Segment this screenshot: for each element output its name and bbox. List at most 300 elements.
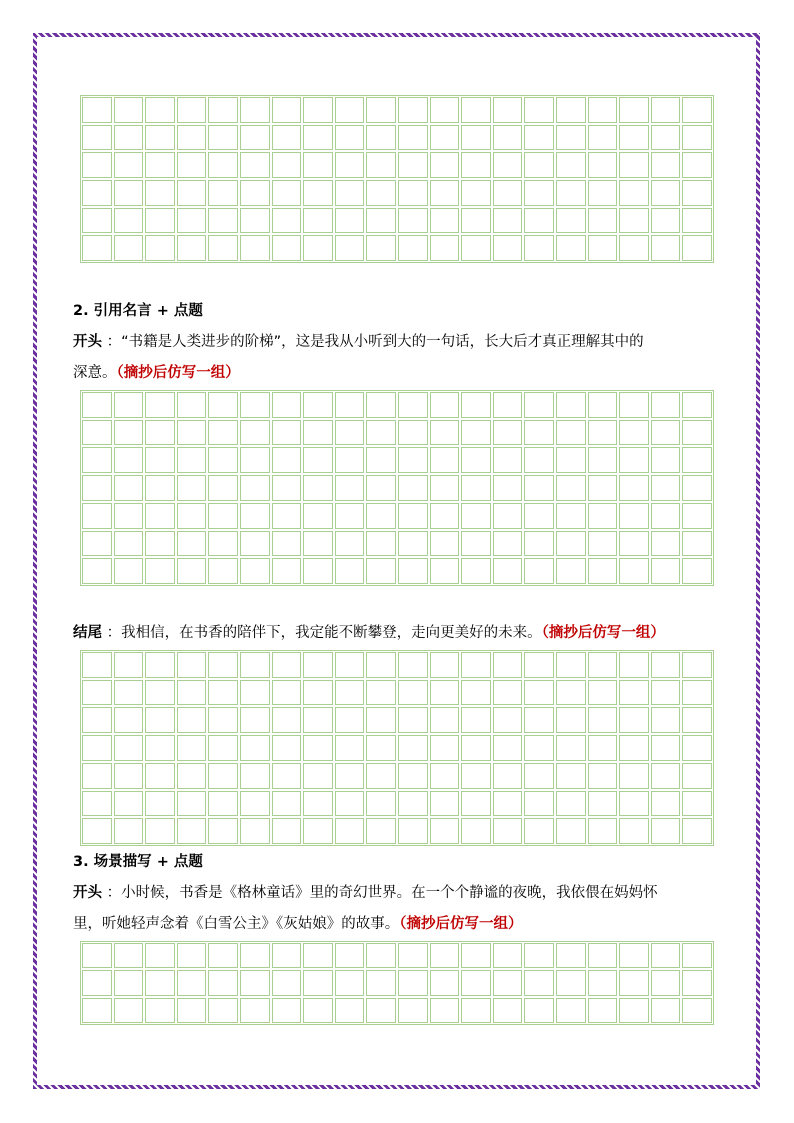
grid-cell[interactable]	[208, 180, 238, 206]
grid-cell[interactable]	[588, 125, 618, 151]
grid-cell[interactable]	[177, 97, 207, 123]
grid-cell[interactable]	[682, 125, 712, 151]
grid-cell[interactable]	[208, 503, 238, 529]
grid-cell[interactable]	[335, 420, 365, 446]
grid-cell[interactable]	[366, 447, 396, 473]
grid-cell[interactable]	[430, 125, 460, 151]
grid-cell[interactable]	[335, 943, 365, 968]
grid-cell[interactable]	[82, 818, 112, 844]
grid-cell[interactable]	[651, 998, 681, 1023]
grid-cell[interactable]	[208, 235, 238, 261]
grid-cell[interactable]	[619, 763, 649, 789]
grid-cell[interactable]	[493, 447, 523, 473]
grid-cell[interactable]	[619, 531, 649, 557]
grid-cell[interactable]	[430, 97, 460, 123]
grid-cell[interactable]	[114, 970, 144, 995]
grid-cell[interactable]	[82, 531, 112, 557]
grid-cell[interactable]	[82, 680, 112, 706]
grid-cell[interactable]	[461, 763, 491, 789]
grid-cell[interactable]	[272, 680, 302, 706]
grid-cell[interactable]	[619, 447, 649, 473]
grid-cell[interactable]	[398, 943, 428, 968]
grid-cell[interactable]	[208, 475, 238, 501]
grid-cell[interactable]	[272, 998, 302, 1023]
grid-cell[interactable]	[82, 652, 112, 678]
grid-cell[interactable]	[145, 235, 175, 261]
grid-cell[interactable]	[335, 447, 365, 473]
grid-cell[interactable]	[619, 208, 649, 234]
grid-cell[interactable]	[398, 503, 428, 529]
grid-cell[interactable]	[82, 180, 112, 206]
grid-cell[interactable]	[398, 818, 428, 844]
grid-cell[interactable]	[335, 970, 365, 995]
grid-cell[interactable]	[682, 680, 712, 706]
grid-cell[interactable]	[556, 208, 586, 234]
grid-cell[interactable]	[240, 447, 270, 473]
grid-cell[interactable]	[366, 680, 396, 706]
grid-cell[interactable]	[524, 152, 554, 178]
grid-cell[interactable]	[145, 970, 175, 995]
grid-cell[interactable]	[493, 943, 523, 968]
grid-cell[interactable]	[303, 235, 333, 261]
grid-cell[interactable]	[651, 447, 681, 473]
grid-cell[interactable]	[82, 970, 112, 995]
grid-cell[interactable]	[335, 475, 365, 501]
grid-cell[interactable]	[303, 503, 333, 529]
grid-cell[interactable]	[145, 503, 175, 529]
grid-cell[interactable]	[208, 970, 238, 995]
grid-cell[interactable]	[240, 652, 270, 678]
grid-cell[interactable]	[493, 125, 523, 151]
grid-cell[interactable]	[556, 392, 586, 418]
grid-cell[interactable]	[619, 152, 649, 178]
grid-cell[interactable]	[208, 652, 238, 678]
grid-cell[interactable]	[145, 392, 175, 418]
grid-cell[interactable]	[240, 791, 270, 817]
grid-cell[interactable]	[682, 735, 712, 761]
grid-cell[interactable]	[651, 735, 681, 761]
grid-cell[interactable]	[272, 180, 302, 206]
grid-cell[interactable]	[366, 208, 396, 234]
grid-cell[interactable]	[208, 707, 238, 733]
grid-cell[interactable]	[366, 998, 396, 1023]
grid-cell[interactable]	[493, 735, 523, 761]
grid-cell[interactable]	[524, 235, 554, 261]
grid-cell[interactable]	[430, 392, 460, 418]
grid-cell[interactable]	[208, 735, 238, 761]
grid-cell[interactable]	[177, 235, 207, 261]
grid-cell[interactable]	[398, 420, 428, 446]
grid-cell[interactable]	[588, 235, 618, 261]
grid-cell[interactable]	[177, 392, 207, 418]
grid-cell[interactable]	[651, 503, 681, 529]
writing-grid-1[interactable]	[80, 95, 714, 263]
grid-cell[interactable]	[272, 420, 302, 446]
grid-cell[interactable]	[524, 943, 554, 968]
grid-cell[interactable]	[461, 791, 491, 817]
grid-cell[interactable]	[524, 475, 554, 501]
grid-cell[interactable]	[177, 970, 207, 995]
grid-cell[interactable]	[651, 558, 681, 584]
grid-cell[interactable]	[493, 475, 523, 501]
grid-cell[interactable]	[145, 420, 175, 446]
grid-cell[interactable]	[272, 970, 302, 995]
grid-cell[interactable]	[82, 707, 112, 733]
grid-cell[interactable]	[398, 392, 428, 418]
grid-cell[interactable]	[82, 558, 112, 584]
grid-cell[interactable]	[303, 152, 333, 178]
grid-cell[interactable]	[240, 208, 270, 234]
grid-cell[interactable]	[430, 180, 460, 206]
grid-cell[interactable]	[493, 680, 523, 706]
grid-cell[interactable]	[461, 652, 491, 678]
grid-cell[interactable]	[145, 707, 175, 733]
grid-cell[interactable]	[430, 475, 460, 501]
grid-cell[interactable]	[398, 558, 428, 584]
grid-cell[interactable]	[177, 680, 207, 706]
grid-cell[interactable]	[524, 791, 554, 817]
grid-cell[interactable]	[272, 818, 302, 844]
grid-cell[interactable]	[177, 180, 207, 206]
grid-cell[interactable]	[240, 475, 270, 501]
grid-cell[interactable]	[303, 763, 333, 789]
grid-cell[interactable]	[303, 818, 333, 844]
grid-cell[interactable]	[651, 475, 681, 501]
grid-cell[interactable]	[682, 475, 712, 501]
grid-cell[interactable]	[556, 791, 586, 817]
grid-cell[interactable]	[240, 818, 270, 844]
grid-cell[interactable]	[461, 735, 491, 761]
grid-cell[interactable]	[114, 735, 144, 761]
grid-cell[interactable]	[619, 235, 649, 261]
grid-cell[interactable]	[240, 970, 270, 995]
grid-cell[interactable]	[272, 763, 302, 789]
grid-cell[interactable]	[177, 735, 207, 761]
grid-cell[interactable]	[588, 475, 618, 501]
grid-cell[interactable]	[114, 235, 144, 261]
grid-cell[interactable]	[461, 531, 491, 557]
grid-cell[interactable]	[177, 943, 207, 968]
grid-cell[interactable]	[398, 652, 428, 678]
grid-cell[interactable]	[556, 447, 586, 473]
grid-cell[interactable]	[461, 208, 491, 234]
grid-cell[interactable]	[335, 680, 365, 706]
grid-cell[interactable]	[556, 97, 586, 123]
grid-cell[interactable]	[619, 420, 649, 446]
grid-cell[interactable]	[651, 818, 681, 844]
grid-cell[interactable]	[177, 503, 207, 529]
grid-cell[interactable]	[208, 392, 238, 418]
grid-cell[interactable]	[272, 707, 302, 733]
grid-cell[interactable]	[493, 180, 523, 206]
grid-cell[interactable]	[682, 791, 712, 817]
grid-cell[interactable]	[303, 475, 333, 501]
grid-cell[interactable]	[114, 125, 144, 151]
grid-cell[interactable]	[145, 97, 175, 123]
grid-cell[interactable]	[366, 531, 396, 557]
grid-cell[interactable]	[651, 235, 681, 261]
grid-cell[interactable]	[335, 652, 365, 678]
grid-cell[interactable]	[430, 735, 460, 761]
grid-cell[interactable]	[493, 392, 523, 418]
grid-cell[interactable]	[208, 208, 238, 234]
grid-cell[interactable]	[461, 943, 491, 968]
grid-cell[interactable]	[114, 531, 144, 557]
grid-cell[interactable]	[524, 652, 554, 678]
grid-cell[interactable]	[398, 180, 428, 206]
grid-cell[interactable]	[398, 208, 428, 234]
grid-cell[interactable]	[588, 447, 618, 473]
grid-cell[interactable]	[493, 998, 523, 1023]
grid-cell[interactable]	[619, 392, 649, 418]
grid-cell[interactable]	[366, 707, 396, 733]
grid-cell[interactable]	[114, 208, 144, 234]
grid-cell[interactable]	[272, 208, 302, 234]
grid-cell[interactable]	[619, 818, 649, 844]
grid-cell[interactable]	[524, 531, 554, 557]
grid-cell[interactable]	[461, 235, 491, 261]
grid-cell[interactable]	[335, 180, 365, 206]
grid-cell[interactable]	[177, 818, 207, 844]
grid-cell[interactable]	[430, 791, 460, 817]
grid-cell[interactable]	[524, 392, 554, 418]
grid-cell[interactable]	[177, 998, 207, 1023]
grid-cell[interactable]	[145, 680, 175, 706]
grid-cell[interactable]	[366, 503, 396, 529]
grid-cell[interactable]	[240, 943, 270, 968]
grid-cell[interactable]	[82, 392, 112, 418]
grid-cell[interactable]	[366, 152, 396, 178]
grid-cell[interactable]	[461, 818, 491, 844]
grid-cell[interactable]	[82, 125, 112, 151]
grid-cell[interactable]	[366, 125, 396, 151]
grid-cell[interactable]	[82, 503, 112, 529]
grid-cell[interactable]	[430, 235, 460, 261]
grid-cell[interactable]	[114, 503, 144, 529]
grid-cell[interactable]	[145, 652, 175, 678]
grid-cell[interactable]	[272, 392, 302, 418]
grid-cell[interactable]	[335, 791, 365, 817]
grid-cell[interactable]	[619, 998, 649, 1023]
grid-cell[interactable]	[366, 180, 396, 206]
grid-cell[interactable]	[272, 97, 302, 123]
grid-cell[interactable]	[493, 97, 523, 123]
grid-cell[interactable]	[272, 558, 302, 584]
grid-cell[interactable]	[208, 97, 238, 123]
grid-cell[interactable]	[82, 763, 112, 789]
grid-cell[interactable]	[240, 180, 270, 206]
grid-cell[interactable]	[588, 707, 618, 733]
grid-cell[interactable]	[208, 152, 238, 178]
grid-cell[interactable]	[240, 503, 270, 529]
grid-cell[interactable]	[335, 235, 365, 261]
grid-cell[interactable]	[240, 707, 270, 733]
grid-cell[interactable]	[114, 652, 144, 678]
grid-cell[interactable]	[240, 735, 270, 761]
grid-cell[interactable]	[430, 503, 460, 529]
grid-cell[interactable]	[366, 818, 396, 844]
grid-cell[interactable]	[493, 707, 523, 733]
grid-cell[interactable]	[303, 680, 333, 706]
grid-cell[interactable]	[208, 531, 238, 557]
grid-cell[interactable]	[651, 680, 681, 706]
grid-cell[interactable]	[556, 707, 586, 733]
grid-cell[interactable]	[208, 943, 238, 968]
grid-cell[interactable]	[366, 475, 396, 501]
grid-cell[interactable]	[556, 735, 586, 761]
grid-cell[interactable]	[366, 735, 396, 761]
grid-cell[interactable]	[82, 235, 112, 261]
grid-cell[interactable]	[272, 503, 302, 529]
grid-cell[interactable]	[335, 735, 365, 761]
grid-cell[interactable]	[430, 818, 460, 844]
grid-cell[interactable]	[177, 475, 207, 501]
grid-cell[interactable]	[240, 763, 270, 789]
grid-cell[interactable]	[177, 531, 207, 557]
grid-cell[interactable]	[145, 791, 175, 817]
grid-cell[interactable]	[461, 152, 491, 178]
grid-cell[interactable]	[303, 735, 333, 761]
grid-cell[interactable]	[556, 970, 586, 995]
grid-cell[interactable]	[493, 235, 523, 261]
grid-cell[interactable]	[493, 791, 523, 817]
grid-cell[interactable]	[82, 420, 112, 446]
grid-cell[interactable]	[82, 735, 112, 761]
grid-cell[interactable]	[272, 447, 302, 473]
grid-cell[interactable]	[430, 680, 460, 706]
grid-cell[interactable]	[588, 970, 618, 995]
grid-cell[interactable]	[240, 392, 270, 418]
grid-cell[interactable]	[682, 503, 712, 529]
grid-cell[interactable]	[524, 208, 554, 234]
grid-cell[interactable]	[588, 503, 618, 529]
grid-cell[interactable]	[588, 652, 618, 678]
grid-cell[interactable]	[588, 998, 618, 1023]
grid-cell[interactable]	[461, 558, 491, 584]
grid-cell[interactable]	[430, 970, 460, 995]
grid-cell[interactable]	[366, 97, 396, 123]
grid-cell[interactable]	[556, 652, 586, 678]
grid-cell[interactable]	[366, 943, 396, 968]
grid-cell[interactable]	[82, 97, 112, 123]
grid-cell[interactable]	[619, 791, 649, 817]
grid-cell[interactable]	[366, 392, 396, 418]
grid-cell[interactable]	[619, 180, 649, 206]
grid-cell[interactable]	[493, 970, 523, 995]
grid-cell[interactable]	[366, 791, 396, 817]
grid-cell[interactable]	[366, 558, 396, 584]
grid-cell[interactable]	[651, 97, 681, 123]
grid-cell[interactable]	[145, 943, 175, 968]
grid-cell[interactable]	[524, 970, 554, 995]
grid-cell[interactable]	[430, 558, 460, 584]
grid-cell[interactable]	[619, 652, 649, 678]
grid-cell[interactable]	[588, 818, 618, 844]
grid-cell[interactable]	[493, 763, 523, 789]
grid-cell[interactable]	[145, 763, 175, 789]
grid-cell[interactable]	[208, 558, 238, 584]
grid-cell[interactable]	[430, 998, 460, 1023]
grid-cell[interactable]	[240, 125, 270, 151]
grid-cell[interactable]	[272, 531, 302, 557]
grid-cell[interactable]	[177, 447, 207, 473]
grid-cell[interactable]	[177, 125, 207, 151]
grid-cell[interactable]	[556, 531, 586, 557]
grid-cell[interactable]	[398, 125, 428, 151]
grid-cell[interactable]	[145, 531, 175, 557]
grid-cell[interactable]	[145, 125, 175, 151]
grid-cell[interactable]	[145, 558, 175, 584]
grid-cell[interactable]	[682, 420, 712, 446]
grid-cell[interactable]	[430, 208, 460, 234]
grid-cell[interactable]	[145, 818, 175, 844]
grid-cell[interactable]	[398, 707, 428, 733]
grid-cell[interactable]	[682, 208, 712, 234]
grid-cell[interactable]	[177, 558, 207, 584]
grid-cell[interactable]	[430, 763, 460, 789]
grid-cell[interactable]	[145, 180, 175, 206]
grid-cell[interactable]	[651, 531, 681, 557]
grid-cell[interactable]	[240, 97, 270, 123]
grid-cell[interactable]	[303, 125, 333, 151]
grid-cell[interactable]	[335, 392, 365, 418]
grid-cell[interactable]	[272, 735, 302, 761]
writing-grid-3[interactable]	[80, 650, 714, 846]
grid-cell[interactable]	[303, 208, 333, 234]
grid-cell[interactable]	[430, 531, 460, 557]
grid-cell[interactable]	[524, 125, 554, 151]
grid-cell[interactable]	[114, 680, 144, 706]
grid-cell[interactable]	[177, 707, 207, 733]
grid-cell[interactable]	[461, 680, 491, 706]
grid-cell[interactable]	[556, 818, 586, 844]
grid-cell[interactable]	[588, 180, 618, 206]
grid-cell[interactable]	[398, 235, 428, 261]
grid-cell[interactable]	[398, 998, 428, 1023]
grid-cell[interactable]	[335, 125, 365, 151]
grid-cell[interactable]	[398, 735, 428, 761]
grid-cell[interactable]	[335, 531, 365, 557]
grid-cell[interactable]	[240, 152, 270, 178]
grid-cell[interactable]	[272, 652, 302, 678]
grid-cell[interactable]	[461, 420, 491, 446]
grid-cell[interactable]	[335, 558, 365, 584]
grid-cell[interactable]	[398, 152, 428, 178]
grid-cell[interactable]	[588, 152, 618, 178]
grid-cell[interactable]	[430, 152, 460, 178]
grid-cell[interactable]	[588, 735, 618, 761]
grid-cell[interactable]	[619, 680, 649, 706]
grid-cell[interactable]	[651, 420, 681, 446]
grid-cell[interactable]	[114, 558, 144, 584]
grid-cell[interactable]	[82, 208, 112, 234]
grid-cell[interactable]	[430, 447, 460, 473]
grid-cell[interactable]	[493, 503, 523, 529]
grid-cell[interactable]	[335, 818, 365, 844]
grid-cell[interactable]	[303, 970, 333, 995]
grid-cell[interactable]	[240, 531, 270, 557]
grid-cell[interactable]	[556, 503, 586, 529]
grid-cell[interactable]	[682, 531, 712, 557]
grid-cell[interactable]	[461, 125, 491, 151]
grid-cell[interactable]	[303, 420, 333, 446]
grid-cell[interactable]	[588, 392, 618, 418]
grid-cell[interactable]	[524, 998, 554, 1023]
grid-cell[interactable]	[651, 152, 681, 178]
grid-cell[interactable]	[114, 180, 144, 206]
grid-cell[interactable]	[619, 970, 649, 995]
grid-cell[interactable]	[82, 791, 112, 817]
